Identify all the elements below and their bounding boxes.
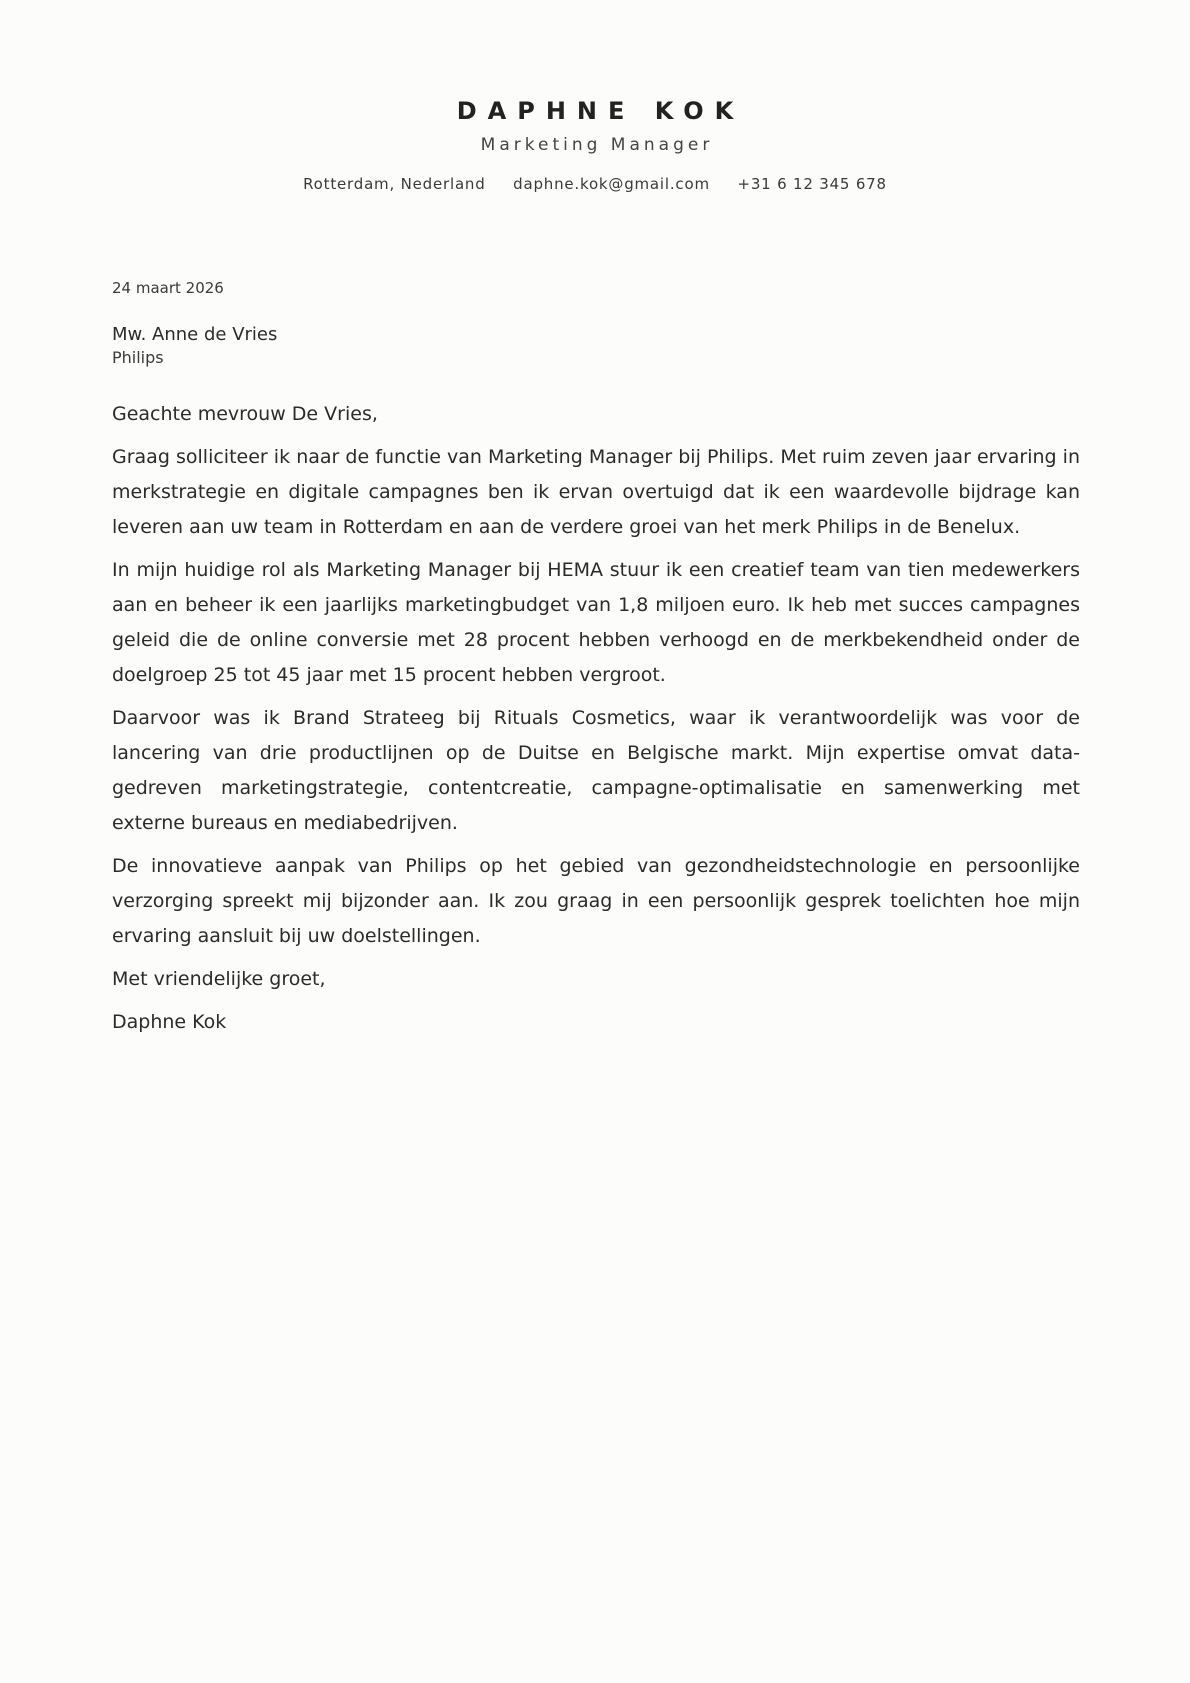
salutation: Geachte mevrouw De Vries, <box>112 403 378 425</box>
letter-date: 24 maart 2026 <box>112 279 224 297</box>
paragraph-intro: Graag solliciteer ik naar de functie van Marketing Manager bij Philips. Met ruim zeven jaar ervaring in merkstrategie en digitale campagnes ben ik ervan overtuigd dat ik een waardevolle bijdrage kan leveren aan uw team in Rotterdam en aan de verdere groei van het merk Philips in de Benelux. <box>112 446 1080 538</box>
letter-header <box>0 96 1190 194</box>
sender-phone: +31 6 12 345 678 <box>737 175 887 193</box>
signature-name: Daphne Kok <box>112 1011 227 1033</box>
sender-location: Rotterdam, Nederland <box>303 175 486 193</box>
recipient-company: Philips <box>112 348 164 367</box>
sender-name: DAPHNE KOK <box>456 97 745 125</box>
recipient-name: Mw. Anne de Vries <box>112 324 278 345</box>
paragraph-motivation: De innovatieve aanpak van Philips op het gebied van gezondheidstechnologie en persoonlijke verzorging spreekt mij bijzonder aan. Ik zou graag in een persoonlijk gesprek toelichten hoe mijn ervaring aansluit bij uw doelstellingen. <box>112 855 1080 947</box>
sender-email: daphne.kok@gmail.com <box>513 175 710 193</box>
contact-line <box>0 174 1190 194</box>
closing: Met vriendelijke groet, <box>112 968 326 990</box>
paragraph-previous-role: Daarvoor was ik Brand Strateeg bij Rituals Cosmetics, waar ik verantwoordelijk was voor de lancering van drie productlijnen op de Duitse en Belgische markt. Mijn expertise omvat data-gedreven marketingstrategie, contentcreatie, campagne-optimalisatie en samenwerking met externe bureaus en mediabedrijven. <box>112 707 1080 834</box>
letter-body <box>112 278 1080 1040</box>
paragraph-current-role: In mijn huidige rol als Marketing Manager bij HEMA stuur ik een creatief team van tien medewerkers aan en beheer ik een jaarlijks marketingbudget van 1,8 miljoen euro. Ik heb met succes campagnes geleid die de online conversie met 28 procent hebben verhoogd en de merkbekendheid onder de doelgroep 25 tot 45 jaar met 15 procent hebben vergroot. <box>112 559 1080 686</box>
sender-role: Marketing Manager <box>480 135 714 155</box>
